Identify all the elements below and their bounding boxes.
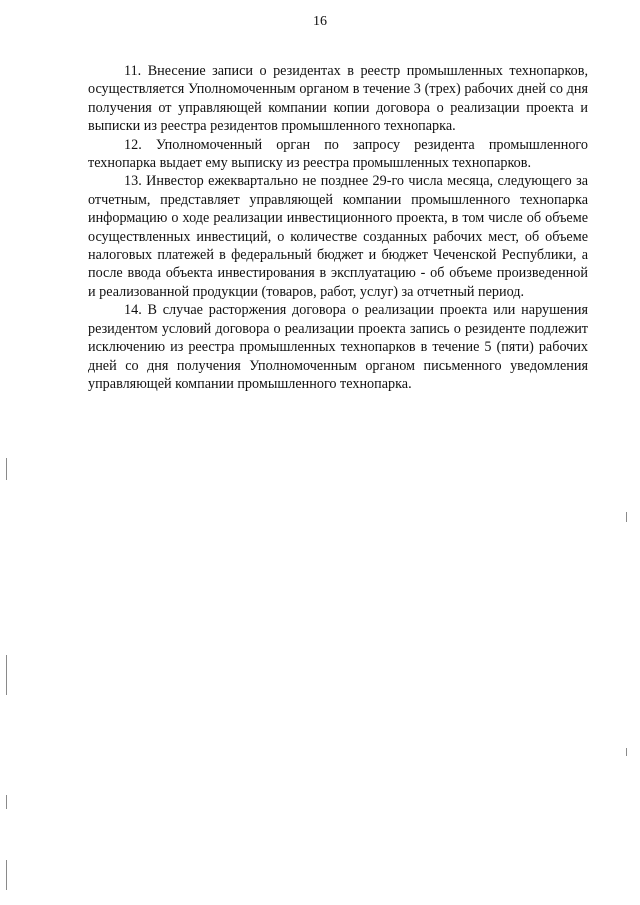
document-body [88, 62, 588, 393]
scan-artifact-left-3 [6, 795, 7, 809]
scan-artifact-left-1 [6, 458, 7, 480]
scan-artifact-right-1 [626, 512, 627, 522]
paragraph-11: 11. Внесение записи о резидентах в реестр промышленных технопарков, осуществляется Уполномоченным органом в течение 3 (трех) рабочих дней со дня получения от управляющей компании копии договора о реализации проекта и выписки из реестра резидентов промышленного технопарка. [88, 63, 588, 135]
scan-artifact-left-4 [6, 860, 7, 890]
paragraph-14: 14. В случае расторжения договора о реализации проекта или нарушения резидентом условий договора о реализации проекта запись о резиденте подлежит исключению из реестра промышленных технопарков в течение 5 (пяти) рабочих дней со дня получения Уполномоченным органом письменного уведомления управляющей компании промышленного технопарка. [88, 302, 588, 392]
scan-artifact-right-2 [626, 748, 627, 756]
page-number: 16 [313, 14, 327, 29]
paragraph-13: 13. Инвестор ежеквартально не позднее 29-го числа месяца, следующего за отчетным, представляет управляющей компании промышленного технопарка информацию о ходе реализации инвестиционного проекта, в том числе об объеме осуществленных инвестиций, о количестве созданных рабочих мест, об объеме налоговых платежей в федеральный бюджет и бюджет Чеченской Республики, а после ввода объекта инвестирования в эксплуатацию - об объеме произведенной и реализованной продукции (товаров, работ, услуг) за отчетный период. [88, 173, 588, 300]
scan-artifact-left-2 [6, 655, 7, 695]
paragraph-12: 12. Уполномоченный орган по запросу резидента промышленного технопарка выдает ему выписку из реестра промышленных технопарков. [88, 136, 588, 172]
